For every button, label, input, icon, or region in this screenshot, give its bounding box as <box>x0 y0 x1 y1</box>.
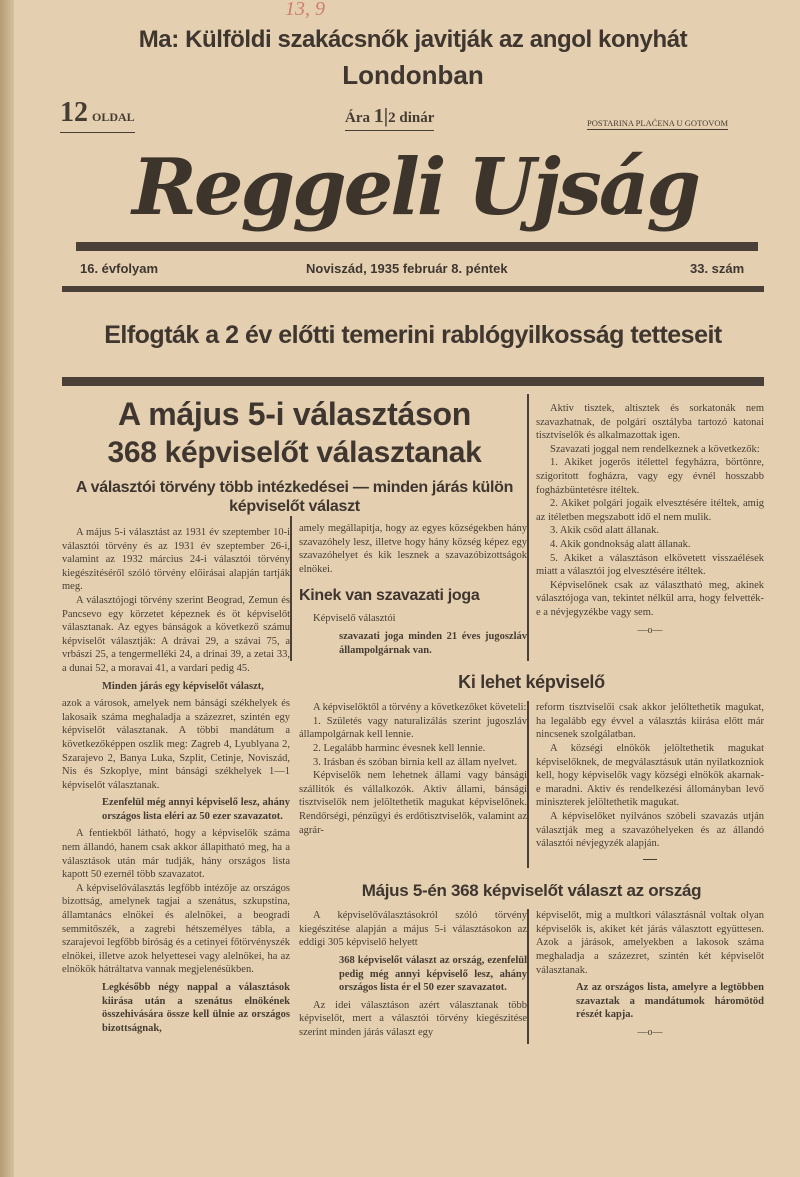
paragraph: Képviselők nem lehetnek állami vagy bánsági szállitók és vállalkozók. Aktiv állami, bánsági tisztviselők nem jelöltethetik magukat képviselőnek. Rendőrségi, pénzügyi és erdőtisztviselők, valamint az agrár- <box>299 770 527 836</box>
country-right <box>527 909 764 1044</box>
issue-number: 33. szám <box>690 261 745 276</box>
article-headline-1: A május 5-i választáson <box>118 396 471 432</box>
paragraph: A képviselőválasztásokról szóló törvény kiegészitése alapján a május 5-i választásokon az eddigi 305 képviselő helyett <box>299 910 527 949</box>
article-header <box>62 394 527 516</box>
price-denominator: 2 <box>388 110 396 126</box>
article-headline-2: 368 képviselőt választanak <box>107 436 482 469</box>
paragraph: 2. Legalább harminc évesnek kell lennie. <box>313 742 486 754</box>
subhead-voters: Kinek van szavazati joga <box>299 587 480 605</box>
separator: —o— <box>637 1026 663 1038</box>
candidates-heading <box>299 661 764 701</box>
article-subhead: A választói törvény több intézkedései — minden járás külön képviselőt választ <box>75 479 514 515</box>
rule-headline <box>62 377 764 386</box>
article-column-3 <box>527 394 764 661</box>
paragraph: képviselőt, mig a multkori választásnál voltak olyan képviselők is, akiket két járás választott együttesen. Azok a járások, amelyekben a lakosok száma meghaladja a százezret, szintén két képviselőt választanak. <box>536 910 764 976</box>
masthead-underline <box>76 242 758 251</box>
price-numerator: 1 <box>373 105 384 127</box>
paragraph: szavazati joga minden 21 éves jugoszláv állampolgárnak van. <box>339 630 527 656</box>
subhead-country: Május 5-én 368 képviselőt választ az ország <box>361 881 702 901</box>
paragraph: Az idei választáson azért választanak több képviselőt, mert a választói törvény kiegészitése szerint minden járás választ egy <box>299 999 527 1038</box>
country-left <box>299 909 527 1044</box>
masthead-logo: Reggeli Ujság <box>132 142 698 233</box>
paragraph: A képviselőket nyilvános szóbeli szavazás utján választják meg a szavazóhelyeken és az állandó választói névjegyzék alapján. <box>536 810 764 850</box>
dateline: Noviszád, 1935 február 8. péntek <box>306 261 508 276</box>
paragraph: 1. Akiket jogerős itélettel fegyházra, börtönre, szigoritott fogházra, vagy egy évnél hosszabb fogházbüntetésre itéltek. <box>536 457 764 496</box>
paragraph: 2. Akiket polgári jogaik elvesztésére itéltek, amig az itéletben megszabott idő el nem mulik. <box>536 498 764 523</box>
paragraph: 3. Akik csőd alatt állanak. <box>550 525 660 537</box>
price: Ára 1|2 dinár <box>345 104 434 131</box>
country-heading <box>299 868 764 909</box>
paragraph: A képviselőktől a törvény a következőket követeli: <box>313 702 527 714</box>
paragraph: A képviselőválasztás legfőbb intézője az országos bizottság, amelynek tagjai a szenátus, szkupstina, államtanács elnökei és alelnökei, a beogradi semmitőszék, a zagrebi hétszemélyes tábla, a szarajevoi legfőbb biróság és a cetinyei főtörvényszék elnökei, illetve azok helyettesei vagy alelnökei, ha az elnökök hátráltatva vannak megjelenésükben. <box>62 882 290 976</box>
paragraph: Az az országos lista, amelyre a legtöbben szavaztak a mandátumok háromötöd részét kapja. <box>576 982 764 1021</box>
candidates-right <box>527 701 764 868</box>
article <box>62 394 764 1044</box>
paragraph: A május 5-i választást az 1931 év szeptember 10-i választói törvény és az 1931 év szeptember 26-i, valamint az 1932 március 24-i választói törvény kiegészitéséről szóló törvény előirásai alapján tartják meg. <box>62 527 290 593</box>
paragraph: azok a városok, amelyek nem bánsági székhelyek és lakosaik száma meghaladja a százezret, szintén egy képviselőt választanak. A többi mandátum a következőképpen oszlik meg: Zagreb 4, Lyublyana 2, Szarajevo 2, Banya Luka, Szplit, Cetinje, Noviszád, Nis és Szkoplye, mint bánsági székhelyek 1—1 képviselőt választanak. <box>62 698 290 791</box>
paragraph: 3. Irásban és szóban birnia kell az állam nyelvet. <box>313 756 518 768</box>
paragraph: amely megállapitja, hogy az egyes községekben hány szavazóhely lesz, illetve hogy hány község képez egy szavazóhelyet és kik lesznek a szavazóbizottságok elnökei. <box>299 523 527 575</box>
paragraph: reform tisztviselői csak akkor jelöltethetik magukat, ha legalább egy évvel a választás kiirása előtt már nincsenek szolgálatban. <box>536 702 764 741</box>
price-prefix: Ára <box>345 110 370 126</box>
paragraph: A fentiekből látható, hogy a képviselők száma nem állandó, hanem csak akkor állapitható meg, ha a választások után már tudják, hány országos lista kapott 50 ezernél több szavazatot. <box>62 828 290 881</box>
paragraph: Képviselő választói <box>313 613 396 625</box>
handwritten-note: 13, 9 <box>285 0 325 20</box>
paragraph: Szavazati joggal nem rendelkeznek a következők: <box>550 443 760 455</box>
paragraph: A választójogi törvény szerint Beograd, Zemun és Pancsevo egy körzetet képeznek és öt képviselőt választanak. Az egyes bánságok a következő számu képviselőt választják: A drávai 29, a szávai 75, a vrbászi 25, a tengermelléki 24, a drinai 39, a zetai 33, a dunai 52, a moravai 41, a vardari pedig 45. <box>62 594 290 674</box>
subhead-candidates: Ki lehet képviselő <box>458 672 605 693</box>
page-count-number: 12 <box>60 97 88 128</box>
paragraph: A községi elnökök jelöltethetik magukat képviselőknek, de megválasztásuk után nyilatkozniok kell, hogy képviselők vagy községi elnökök akarnak-e maradni. Aktiv és rendelkezési állományban levő miniszterek jelöltethetik magukat. <box>536 742 764 809</box>
paragraph: Minden járás egy képviselőt választ, <box>102 680 264 692</box>
postage-note: POSTARINA PLAĆENA U GOTOVOM <box>587 118 729 128</box>
main-headline: Elfogták a 2 év előtti temerini rablógyilkosság tetteseit <box>104 321 722 349</box>
paragraph: 4. Akik gondnokság alatt állanak. <box>550 538 691 550</box>
paragraph: Aktiv tisztek, altisztek és sorkatonák nem szavazhatnak, de polgári osztályba tartozó katonai tisztviselők és alkalmazottak igen. <box>536 403 764 442</box>
paragraph: Képviselőnek csak az választható meg, akinek választójoga van, tekintet nélkül arra, hogy felvették-e a névjegyzékbe vagy sem. <box>536 579 764 618</box>
paragraph: Ezenfelül még annyi képviselő lesz, ahány országos lista eléri az 50 ezer szavazatot. <box>102 797 290 822</box>
price-unit: dinár <box>399 110 435 126</box>
page-count <box>60 98 135 133</box>
article-column-1 <box>62 516 290 1044</box>
paragraph: 1. Születés vagy naturalizálás szerint jugoszláv állampolgárnak kell lennie. <box>299 715 527 741</box>
page-edge <box>0 0 14 1177</box>
page-count-label: OLDAL <box>92 110 135 124</box>
paragraph: 368 képviselőt választ az ország, ezenfelül pedig még annyi képviselő lesz, ahány országos lista ér el 50 ezer szavazatot. <box>339 954 527 994</box>
paragraph: 5. Akiket a választáson elkövetett visszaélések miatt a választói jog elvesztésére itéltek. <box>536 552 764 578</box>
separator <box>643 859 657 861</box>
teaser-line1: Ma: Külföldi szakácsnők javitják az angol konyhát <box>138 26 688 53</box>
teaser-line2: Londonban <box>342 60 484 90</box>
article-column-2 <box>290 516 527 661</box>
volume: 16. évfolyam <box>80 261 159 276</box>
paragraph: Legkésőbb négy nappal a választások kiirása után a szenátus elnökének összehivására össze kell ülnie az országos bizottságnak, <box>102 982 290 1034</box>
candidates-left <box>299 701 527 868</box>
separator: —o— <box>637 624 663 636</box>
rule-top <box>62 286 764 292</box>
